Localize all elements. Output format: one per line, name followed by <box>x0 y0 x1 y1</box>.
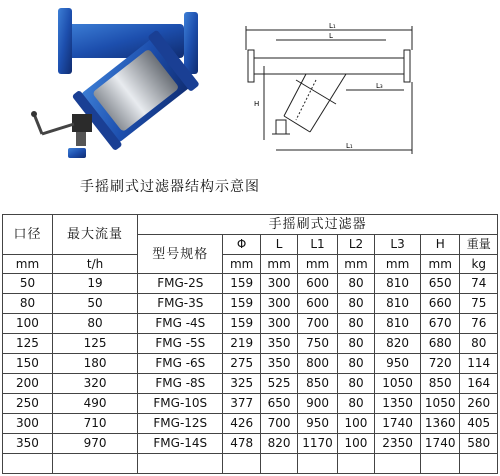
unit-cell: mm <box>375 255 421 274</box>
table-cell: FMG-3S <box>138 294 223 314</box>
table-cell: 1360 <box>420 414 460 434</box>
table-cell: 850 <box>420 374 460 394</box>
table-cell: 680 <box>420 334 460 354</box>
table-cell: 275 <box>223 354 260 374</box>
table-cell: 350 <box>260 334 297 354</box>
table-cell: 478 <box>223 434 260 454</box>
table-cell: FMG -4S <box>138 314 223 334</box>
table-cell: 80 <box>52 314 137 334</box>
table-cell: 377 <box>223 394 260 414</box>
dim-l1-lower-label: L₁ <box>346 142 353 150</box>
table-cell: 300 <box>3 414 53 434</box>
table-cell: 125 <box>3 334 53 354</box>
header-col: Φ <box>223 235 260 255</box>
table-cell: 700 <box>260 414 297 434</box>
header-col: L <box>260 235 297 255</box>
table-cell: 350 <box>260 354 297 374</box>
table-cell: 720 <box>420 354 460 374</box>
table-cell: 100 <box>3 314 53 334</box>
table-cell: 1740 <box>375 414 421 434</box>
table-cell: 1740 <box>420 434 460 454</box>
table-cell: 900 <box>298 394 338 414</box>
table-cell: 200 <box>3 374 53 394</box>
header-col: L1 <box>298 235 338 255</box>
table-cell: 180 <box>52 354 137 374</box>
unit-cell: mm <box>298 255 338 274</box>
table-cell: 810 <box>375 314 421 334</box>
table-cell: 100 <box>337 434 374 454</box>
table-cell: 1350 <box>375 394 421 414</box>
table-cell: 80 <box>337 274 374 294</box>
table-cell: 810 <box>375 274 421 294</box>
header-group: 手摇刷式过滤器 <box>138 215 498 235</box>
table-row <box>3 414 498 434</box>
table-cell: 820 <box>375 334 421 354</box>
table-cell: 164 <box>460 374 498 394</box>
table-row <box>3 434 498 454</box>
header-col: L2 <box>337 235 374 255</box>
table-cell: 250 <box>3 394 53 414</box>
unit-cell: t/h <box>52 255 137 274</box>
table-cell: FMG-12S <box>138 414 223 434</box>
table-cell: 650 <box>260 394 297 414</box>
table-cell: 800 <box>298 354 338 374</box>
table-cell: FMG-2S <box>138 274 223 294</box>
table-cell: 750 <box>298 334 338 354</box>
header-col: L3 <box>375 235 421 255</box>
table-cell: 810 <box>375 294 421 314</box>
structure-diagram <box>236 20 422 160</box>
table-cell: 100 <box>337 414 374 434</box>
table-cell: FMG -6S <box>138 354 223 374</box>
table-cell: 1170 <box>298 434 338 454</box>
table-cell: FMG-14S <box>138 434 223 454</box>
table-cell: 159 <box>223 314 260 334</box>
table-cell: 320 <box>52 374 137 394</box>
table-cell: 300 <box>260 294 297 314</box>
table-cell: 75 <box>460 294 498 314</box>
table-cell: 159 <box>223 274 260 294</box>
table-cell: 850 <box>298 374 338 394</box>
table-cell: 159 <box>223 294 260 314</box>
table-cell: 426 <box>223 414 260 434</box>
table-row <box>3 394 498 414</box>
table-cell: 600 <box>298 294 338 314</box>
table-cell: 74 <box>460 274 498 294</box>
table-cell: 820 <box>260 434 297 454</box>
table-cell: 2350 <box>375 434 421 454</box>
table-cell: 50 <box>52 294 137 314</box>
dim-h-label: H <box>254 100 260 108</box>
unit-cell: mm <box>337 255 374 274</box>
table-cell: 125 <box>52 334 137 354</box>
unit-cell: kg <box>460 255 498 274</box>
table-row <box>3 274 498 294</box>
dim-l-label: L <box>329 32 333 40</box>
table-cell: 80 <box>337 354 374 374</box>
table-cell: 80 <box>337 314 374 334</box>
table-cell: 80 <box>337 374 374 394</box>
table-cell: 80 <box>337 334 374 354</box>
header-col: H <box>420 235 460 255</box>
table-row <box>3 334 498 354</box>
diagram-caption: 手摇刷式过滤器结构示意图 <box>80 179 260 195</box>
table-cell: FMG -8S <box>138 374 223 394</box>
table-cell: 80 <box>460 334 498 354</box>
table-cell: 260 <box>460 394 498 414</box>
table-cell: 76 <box>460 314 498 334</box>
table-cell: 300 <box>260 314 297 334</box>
table-cell: 700 <box>298 314 338 334</box>
table-cell: 300 <box>260 274 297 294</box>
table-cell: 50 <box>3 274 53 294</box>
table-cell: 660 <box>420 294 460 314</box>
table-cell: 19 <box>52 274 137 294</box>
header-model: 型号规格 <box>138 235 223 274</box>
unit-cell: mm <box>420 255 460 274</box>
dim-l1-label: L₁ <box>329 22 336 30</box>
table-cell: 114 <box>460 354 498 374</box>
table-cell: 1050 <box>375 374 421 394</box>
table-cell: 525 <box>260 374 297 394</box>
header-col: 重量 <box>460 235 498 255</box>
table-cell: 950 <box>298 414 338 434</box>
dim-l3-label: L₃ <box>376 82 383 90</box>
table-cell: 710 <box>52 414 137 434</box>
table-cell: 600 <box>298 274 338 294</box>
unit-cell: mm <box>223 255 260 274</box>
table-cell: 80 <box>337 294 374 314</box>
table-cell: 350 <box>3 434 53 454</box>
table-row <box>3 374 498 394</box>
table-cell: 650 <box>420 274 460 294</box>
table-cell: 670 <box>420 314 460 334</box>
table-cell: 80 <box>337 394 374 414</box>
table-cell: 970 <box>52 434 137 454</box>
unit-cell: mm <box>3 255 53 274</box>
table-row <box>3 314 498 334</box>
table-cell: 490 <box>52 394 137 414</box>
header-diameter: 口径 <box>3 215 53 255</box>
table-cell: 325 <box>223 374 260 394</box>
table-cell: FMG-10S <box>138 394 223 414</box>
filter-product-photo <box>2 2 222 162</box>
table-cell: 219 <box>223 334 260 354</box>
table-cell: 405 <box>460 414 498 434</box>
table-cell: 950 <box>375 354 421 374</box>
spec-table <box>2 214 498 474</box>
table-row <box>3 354 498 374</box>
table-cell: 1050 <box>420 394 460 414</box>
table-cell: FMG -5S <box>138 334 223 354</box>
table-row <box>3 294 498 314</box>
unit-cell: mm <box>260 255 297 274</box>
table-cell: 80 <box>3 294 53 314</box>
table-cell: 580 <box>460 434 498 454</box>
table-cell: 150 <box>3 354 53 374</box>
header-max-flow: 最大流量 <box>52 215 137 255</box>
